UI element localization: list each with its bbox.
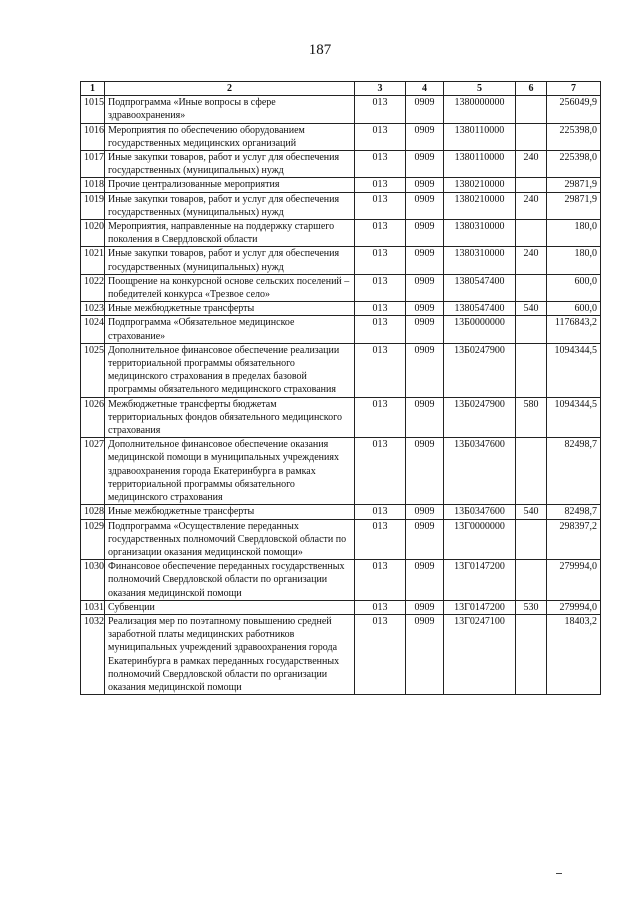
header-col-1: 1 [81,82,105,96]
row-vr-cell: 540 [516,302,547,316]
row-number-cell: 1023 [81,302,105,316]
row-number-cell: 1020 [81,220,105,247]
scan-mark [556,873,562,874]
table-row [81,151,601,178]
row-number-cell: 1018 [81,178,105,192]
row-grbs-cell: 013 [355,614,406,694]
row-section-cell: 0909 [406,123,444,150]
row-target-cell: 13Г0147200 [444,560,516,601]
row-name-cell: Дополнительное финансовое обеспечение реализации территориальной программы обязательного медицинского страхования в пределах базовой программы обязательного медицинского страхования [105,343,355,397]
table-row [81,247,601,274]
row-target-cell: 1380547400 [444,274,516,301]
row-grbs-cell: 013 [355,343,406,397]
row-sum-cell: 225398,0 [547,151,601,178]
row-vr-cell [516,343,547,397]
row-sum-cell: 1176843,2 [547,316,601,343]
row-target-cell: 1380310000 [444,220,516,247]
row-target-cell: 1380547400 [444,302,516,316]
row-number-cell: 1030 [81,560,105,601]
row-number-cell: 1024 [81,316,105,343]
row-sum-cell: 279994,0 [547,600,601,614]
row-section-cell: 0909 [406,247,444,274]
row-section-cell: 0909 [406,438,444,505]
row-sum-cell: 180,0 [547,220,601,247]
page-number: 187 [308,42,332,58]
row-number-cell: 1028 [81,505,105,519]
row-number-cell: 1029 [81,519,105,560]
row-vr-cell [516,614,547,694]
table-row [81,505,601,519]
row-grbs-cell: 013 [355,505,406,519]
row-number-cell: 1017 [81,151,105,178]
row-name-cell: Мероприятия по обеспечению оборудованием государственных медицинских организаций [105,123,355,150]
row-target-cell: 1380210000 [444,192,516,219]
row-target-cell: 1380000000 [444,96,516,123]
row-target-cell: 13Б0347600 [444,438,516,505]
row-sum-cell: 18403,2 [547,614,601,694]
row-number-cell: 1022 [81,274,105,301]
table-row [81,96,601,123]
row-sum-cell: 180,0 [547,247,601,274]
row-grbs-cell: 013 [355,519,406,560]
row-vr-cell: 540 [516,505,547,519]
row-name-cell: Реализация мер по поэтапному повышению средней заработной платы медицинских работников муниципальных учреждений здравоохранения города Екатеринбурга в рамках переданных государственных полномочий Свердловской области по организации оказания медицинской помощи [105,614,355,694]
row-number-cell: 1016 [81,123,105,150]
row-vr-cell: 240 [516,247,547,274]
table-row [81,178,601,192]
row-vr-cell [516,519,547,560]
row-grbs-cell: 013 [355,560,406,601]
row-target-cell: 13Б0247900 [444,343,516,397]
header-col-4: 4 [406,82,444,96]
row-grbs-cell: 013 [355,397,406,438]
table-row [81,316,601,343]
row-vr-cell [516,316,547,343]
row-target-cell: 13Г0147200 [444,600,516,614]
row-section-cell: 0909 [406,505,444,519]
header-col-6: 6 [516,82,547,96]
row-target-cell: 1380310000 [444,247,516,274]
header-col-3: 3 [355,82,406,96]
row-number-cell: 1019 [81,192,105,219]
header-col-2: 2 [105,82,355,96]
row-sum-cell: 279994,0 [547,560,601,601]
row-grbs-cell: 013 [355,96,406,123]
budget-table [80,81,601,695]
table-row [81,519,601,560]
row-sum-cell: 225398,0 [547,123,601,150]
row-section-cell: 0909 [406,274,444,301]
row-grbs-cell: 013 [355,220,406,247]
row-grbs-cell: 013 [355,274,406,301]
row-section-cell: 0909 [406,316,444,343]
row-section-cell: 0909 [406,343,444,397]
row-number-cell: 1027 [81,438,105,505]
row-name-cell: Прочие централизованные мероприятия [105,178,355,192]
row-section-cell: 0909 [406,397,444,438]
row-section-cell: 0909 [406,178,444,192]
row-section-cell: 0909 [406,192,444,219]
row-grbs-cell: 013 [355,302,406,316]
row-name-cell: Дополнительное финансовое обеспечение оказания медицинской помощи в муниципальных учреждениях здравоохранения города Екатеринбурга в рамках территориальной программы обязательного медицинского страхования [105,438,355,505]
row-target-cell: 13Б0000000 [444,316,516,343]
row-target-cell: 13Б0247900 [444,397,516,438]
row-sum-cell: 298397,2 [547,519,601,560]
row-vr-cell [516,274,547,301]
row-number-cell: 1026 [81,397,105,438]
header-row [81,82,601,96]
row-number-cell: 1021 [81,247,105,274]
row-section-cell: 0909 [406,560,444,601]
table-row [81,600,601,614]
table-row [81,220,601,247]
row-sum-cell: 29871,9 [547,192,601,219]
row-grbs-cell: 013 [355,600,406,614]
row-section-cell: 0909 [406,614,444,694]
row-vr-cell [516,438,547,505]
row-name-cell: Подпрограмма «Обязательное медицинское страхование» [105,316,355,343]
row-vr-cell: 240 [516,151,547,178]
table-row [81,343,601,397]
row-name-cell: Поощрение на конкурсной основе сельских поселений – победителей конкурса «Трезвое село» [105,274,355,301]
row-name-cell: Иные межбюджетные трансферты [105,302,355,316]
row-section-cell: 0909 [406,151,444,178]
row-grbs-cell: 013 [355,192,406,219]
row-name-cell: Подпрограмма «Осуществление переданных государственных полномочий Свердловской области по организации оказания медицинской помощи» [105,519,355,560]
row-grbs-cell: 013 [355,123,406,150]
row-name-cell: Иные закупки товаров, работ и услуг для обеспечения государственных (муниципальных) нужд [105,247,355,274]
row-section-cell: 0909 [406,96,444,123]
row-section-cell: 0909 [406,220,444,247]
row-sum-cell: 600,0 [547,302,601,316]
row-name-cell: Иные закупки товаров, работ и услуг для обеспечения государственных (муниципальных) нужд [105,192,355,219]
row-sum-cell: 1094344,5 [547,343,601,397]
row-section-cell: 0909 [406,302,444,316]
table-row [81,302,601,316]
row-number-cell: 1031 [81,600,105,614]
row-section-cell: 0909 [406,600,444,614]
header-col-5: 5 [444,82,516,96]
row-name-cell: Мероприятия, направленные на поддержку старшего поколения в Свердловской области [105,220,355,247]
row-number-cell: 1032 [81,614,105,694]
row-number-cell: 1025 [81,343,105,397]
row-target-cell: 13Г0247100 [444,614,516,694]
row-number-cell: 1015 [81,96,105,123]
table-row [81,397,601,438]
row-vr-cell [516,178,547,192]
budget-table-body [81,96,601,695]
table-row [81,560,601,601]
row-target-cell: 1380210000 [444,178,516,192]
row-sum-cell: 256049,9 [547,96,601,123]
row-sum-cell: 600,0 [547,274,601,301]
row-target-cell: 13Б0347600 [444,505,516,519]
row-name-cell: Подпрограмма «Иные вопросы в сфере здравоохранения» [105,96,355,123]
row-grbs-cell: 013 [355,151,406,178]
row-section-cell: 0909 [406,519,444,560]
row-vr-cell: 530 [516,600,547,614]
row-name-cell: Иные межбюджетные трансферты [105,505,355,519]
row-name-cell: Межбюджетные трансферты бюджетам территориальных фондов обязательного медицинского страхования [105,397,355,438]
table-row [81,274,601,301]
row-sum-cell: 1094344,5 [547,397,601,438]
row-vr-cell [516,123,547,150]
row-grbs-cell: 013 [355,247,406,274]
row-vr-cell [516,560,547,601]
row-grbs-cell: 013 [355,316,406,343]
row-grbs-cell: 013 [355,438,406,505]
row-vr-cell [516,96,547,123]
row-target-cell: 1380110000 [444,123,516,150]
table-row [81,192,601,219]
row-target-cell: 1380110000 [444,151,516,178]
row-vr-cell [516,220,547,247]
row-vr-cell: 240 [516,192,547,219]
table-row [81,438,601,505]
header-col-7: 7 [547,82,601,96]
row-sum-cell: 29871,9 [547,178,601,192]
row-vr-cell: 580 [516,397,547,438]
table-row [81,614,601,694]
row-name-cell: Субвенции [105,600,355,614]
row-grbs-cell: 013 [355,178,406,192]
row-target-cell: 13Г0000000 [444,519,516,560]
table-row [81,123,601,150]
row-name-cell: Иные закупки товаров, работ и услуг для обеспечения государственных (муниципальных) нужд [105,151,355,178]
row-name-cell: Финансовое обеспечение переданных государственных полномочий Свердловской области по организации оказания медицинской помощи [105,560,355,601]
row-sum-cell: 82498,7 [547,438,601,505]
row-sum-cell: 82498,7 [547,505,601,519]
